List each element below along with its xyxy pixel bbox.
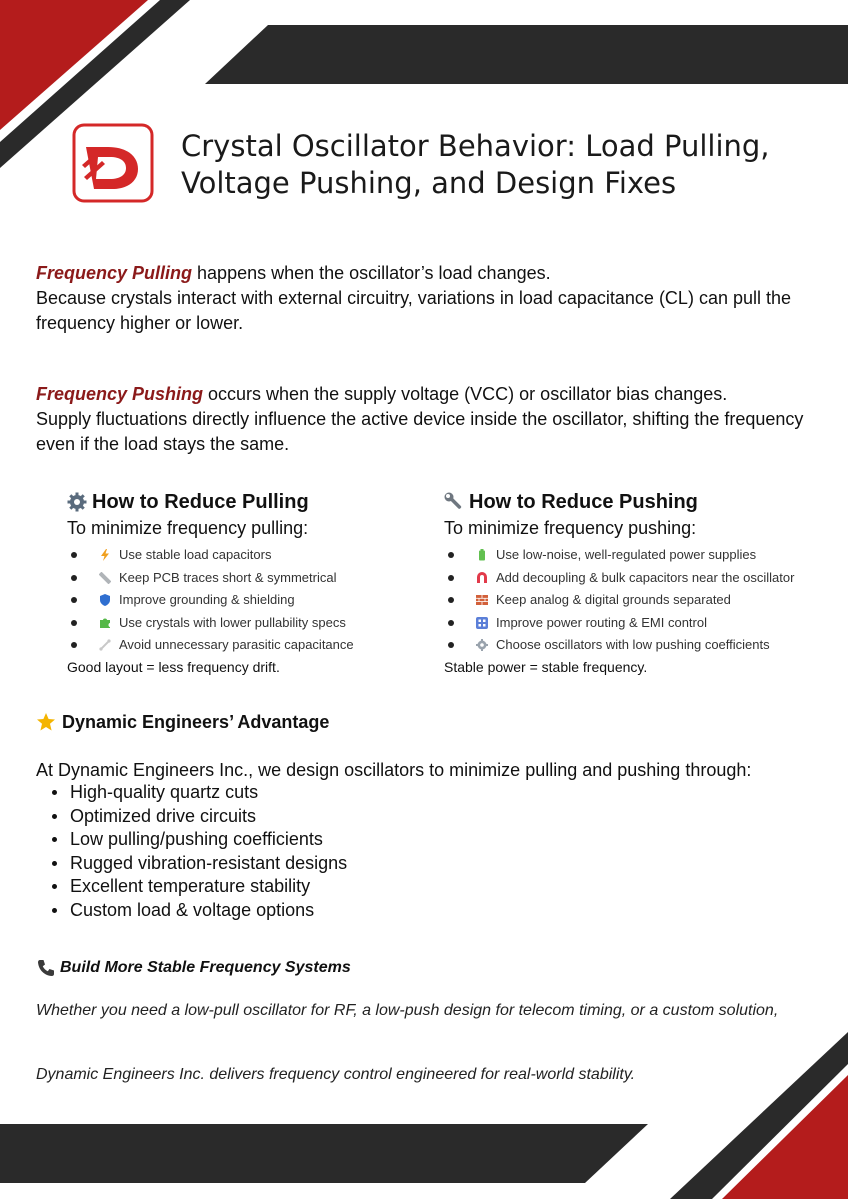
cta-heading-text: Build More Stable Frequency Systems — [60, 959, 351, 976]
list-item: Add decoupling & bulk capacitors near the oscillator — [444, 567, 824, 590]
lightning-icon — [99, 549, 111, 561]
reduce-pushing-heading — [444, 488, 824, 516]
brick-icon — [476, 594, 488, 606]
advantage-intro: At Dynamic Engineers Inc., we design oscillators to minimize pulling and pushing through: — [36, 760, 752, 780]
list-item: Avoid unnecessary parasitic capacitance — [67, 634, 437, 657]
magnet-icon — [476, 572, 488, 584]
pushing-paragraph — [36, 382, 806, 457]
list-item: Use crystals with lower pullability specs — [67, 612, 437, 635]
bone-icon — [99, 639, 111, 651]
grid-icon — [476, 617, 488, 629]
gear-icon — [476, 639, 488, 651]
pushing-lead-rest: occurs when the supply voltage (VCC) or oscillator bias changes. — [203, 384, 728, 404]
list-item: Improve grounding & shielding — [67, 589, 437, 612]
reduce-pulling-heading — [67, 488, 437, 516]
wrench-icon — [444, 492, 464, 512]
ruler-icon — [99, 572, 111, 584]
reduce-pushing-section — [444, 488, 824, 677]
pulling-body: Because crystals interact with external circuitry, variations in load capacitance (CL) can pull the frequency higher or lower. — [36, 288, 792, 333]
page-title: Crystal Oscillator Behavior: Load Pulling, Voltage Pushing, and Design Fixes — [181, 129, 770, 200]
reduce-pulling-list — [67, 544, 437, 657]
list-item: Custom load & voltage options — [36, 899, 347, 923]
cta-line-1: Whether you need a low-pull oscillator for RF, a low-push design for telecom timing, or a custom solution, — [36, 1002, 779, 1019]
list-item: Keep PCB traces short & symmetrical — [67, 567, 437, 590]
battery-icon — [476, 549, 488, 561]
reduce-pushing-outro: Stable power = stable frequency. — [444, 658, 648, 675]
pulling-paragraph — [36, 261, 806, 336]
phone-icon — [36, 958, 56, 978]
reduce-pushing-heading-text: How to Reduce Pushing — [469, 491, 698, 513]
list-item: Use low-noise, well-regulated power supplies — [444, 544, 824, 567]
list-item: High-quality quartz cuts — [36, 781, 347, 805]
cta-heading — [36, 956, 351, 980]
list-item: Rugged vibration-resistant designs — [36, 852, 347, 876]
list-item: Improve power routing & EMI control — [444, 612, 824, 635]
reduce-pulling-outro: Good layout = less frequency drift. — [67, 658, 280, 675]
advantage-list — [36, 781, 347, 922]
gear-icon — [67, 492, 87, 512]
reduce-pushing-intro: To minimize frequency pushing: — [444, 518, 697, 538]
reduce-pulling-heading-text: How to Reduce Pulling — [92, 491, 309, 513]
puzzle-icon — [99, 617, 111, 629]
pulling-lead: Frequency Pulling — [36, 263, 193, 283]
list-item: Keep analog & digital grounds separated — [444, 589, 824, 612]
pulling-lead-rest: happens when the oscillator’s load changes. — [192, 263, 551, 283]
star-icon — [36, 712, 56, 732]
list-item: Use stable load capacitors — [67, 544, 437, 567]
list-item: Optimized drive circuits — [36, 805, 347, 829]
advantage-heading-text: Dynamic Engineers’ Advantage — [62, 712, 330, 732]
advantage-heading — [36, 709, 329, 735]
cta-line-2: Dynamic Engineers Inc. delivers frequency control engineered for real-world stability. — [36, 1066, 636, 1083]
pushing-body: Supply fluctuations directly influence the active device inside the oscillator, shifting the frequency even if the load stays the same. — [36, 409, 804, 454]
reduce-pulling-section — [67, 488, 437, 677]
list-item: Excellent temperature stability — [36, 875, 347, 899]
shield-icon — [99, 594, 111, 606]
list-item: Choose oscillators with low pushing coefficients — [444, 634, 824, 657]
company-logo — [72, 123, 154, 203]
list-item: Low pulling/pushing coefficients — [36, 828, 347, 852]
pushing-lead: Frequency Pushing — [36, 384, 204, 404]
reduce-pulling-intro: To minimize frequency pulling: — [67, 518, 309, 538]
reduce-pushing-list — [444, 544, 824, 657]
